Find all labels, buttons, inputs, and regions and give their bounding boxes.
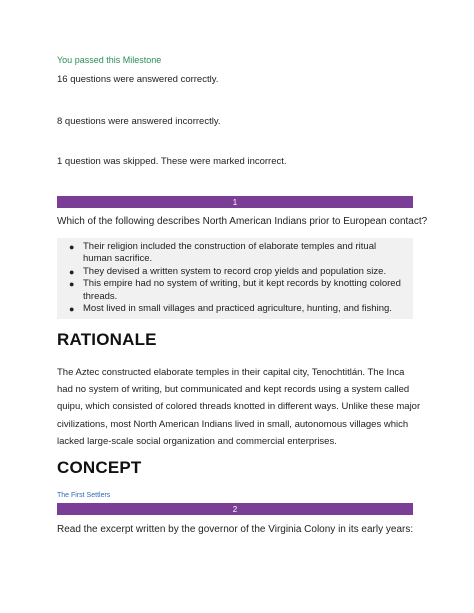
answer-text: This empire had no system of writing, but it kept records by knotting colored threads. xyxy=(83,278,401,302)
answer-text: Most lived in small villages and practiced agriculture, hunting, and fishing. xyxy=(83,303,392,315)
answer-text: Their religion included the construction of elaborate temples and ritual human sacrifice. xyxy=(83,241,377,265)
answer-list xyxy=(57,238,413,319)
question-number-bar xyxy=(57,196,413,208)
skipped-count-text: 1 question was skipped. These were marked incorrect. xyxy=(57,156,287,167)
rationale-text: The Aztec constructed elaborate temples in their capital city, Tenochtitlán. The Inca had no system of writing, but communicated and kept records using a system called quipu, which consisted of colored threads knotted in different ways. Unlike these major civilizations, most North American Indians lived in small, autonomous villages which lacked large-scale social organization and commercial enterprises. xyxy=(57,367,421,447)
bullet-icon: ● xyxy=(69,279,75,290)
answer-text: They devised a written system to record crop yields and population size. xyxy=(83,265,387,277)
bullet-icon: ● xyxy=(69,242,75,252)
incorrect-count-text: 8 questions were answered incorrectly. xyxy=(57,116,221,127)
question-prompt: Which of the following describes North American Indians prior to European contact? xyxy=(57,216,428,227)
concept-heading: CONCEPT xyxy=(57,458,142,477)
concept-link[interactable]: The First Settlers xyxy=(57,492,111,499)
correct-count-text: 16 questions were answered correctly. xyxy=(57,74,219,85)
bullet-icon: ● xyxy=(69,304,75,315)
answer-option xyxy=(57,241,413,266)
answer-option xyxy=(57,266,413,278)
rationale-heading: RATIONALE xyxy=(57,330,157,349)
answer-option xyxy=(57,303,413,315)
question-prompt: Read the excerpt written by the governor of the Virginia Colony in its early years: xyxy=(57,524,414,535)
bullet-icon: ● xyxy=(69,266,75,277)
question-number: 1 xyxy=(232,197,238,207)
milestone-status: You passed this Milestone xyxy=(57,55,162,65)
question-number: 2 xyxy=(232,504,238,514)
question-number-bar xyxy=(57,503,413,515)
answer-option xyxy=(57,278,413,303)
